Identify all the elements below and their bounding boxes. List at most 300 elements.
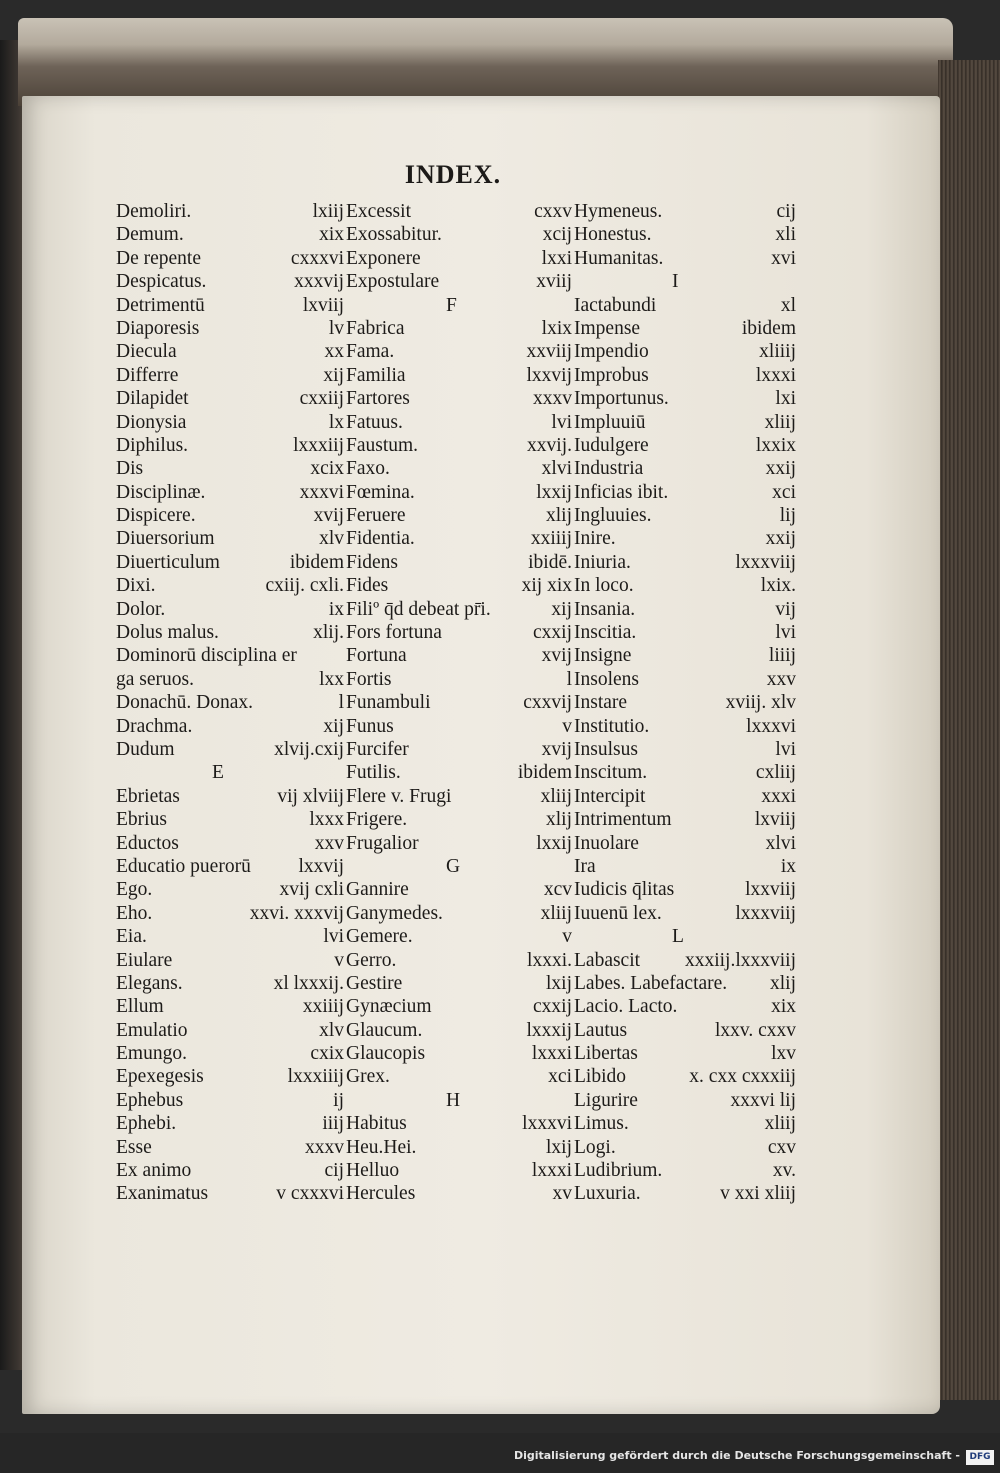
index-entry [346, 247, 572, 270]
index-page-ref: xij xix [521, 575, 572, 597]
index-term: Excessit [346, 201, 411, 222]
index-term: Iudulgere [574, 434, 649, 456]
index-term: Fatuus. [346, 411, 403, 433]
index-entry [346, 294, 572, 317]
index-page-ref: lxviij [754, 809, 796, 831]
index-entry [574, 855, 796, 878]
index-entry [116, 364, 344, 387]
index-entry [574, 411, 796, 434]
index-page-ref: lxxij [536, 832, 572, 854]
index-term: Inuolare [574, 832, 639, 854]
index-page-ref: xliiij [759, 341, 796, 363]
index-entry [346, 644, 572, 667]
index-entry [346, 621, 572, 644]
index-page-ref: xcv [543, 879, 572, 901]
index-page-ref: xxij [765, 528, 796, 550]
index-page-ref: lxxij [536, 481, 572, 503]
index-entry [116, 1042, 344, 1065]
index-entry [116, 691, 344, 714]
index-page-ref: v cxxxvi [276, 1183, 344, 1205]
index-entry [574, 527, 796, 550]
index-entry [116, 878, 344, 901]
index-entry [346, 738, 572, 761]
index-entry [574, 621, 796, 644]
index-term: Demum. [116, 224, 184, 246]
index-term: Dilapidet [116, 388, 189, 410]
index-page-ref: lvi [551, 411, 572, 433]
index-term: Gemere. [346, 926, 413, 948]
index-term: Diphilus. [116, 434, 189, 456]
index-entry [574, 1065, 796, 1088]
index-page-ref: lxxvij [298, 855, 344, 877]
index-term: Ligurire [574, 1089, 638, 1111]
index-term: Exponere [346, 247, 421, 269]
index-term: Ephebi. [116, 1113, 177, 1135]
index-page-ref: xv [552, 1183, 572, 1205]
index-entry [574, 785, 796, 808]
index-page-ref: lxxxviij [735, 551, 796, 573]
index-term: Differre [116, 364, 179, 386]
index-page-ref: ibidem [741, 317, 796, 339]
index-entry [116, 1182, 344, 1205]
index-page-ref: cij [324, 1160, 344, 1182]
index-entry [116, 668, 344, 691]
index-entry [574, 691, 796, 714]
index-term: Insigne [574, 645, 632, 667]
index-term: Libertas [574, 1043, 638, 1065]
index-page-ref: lxxi [541, 247, 572, 269]
page-header: INDEX. [404, 160, 502, 189]
index-term: Ebrius [116, 809, 167, 831]
index-page-ref: xviij. xlv [725, 692, 796, 714]
index-page-ref: ibidem [289, 551, 344, 573]
index-page-ref: lxij [545, 1136, 572, 1158]
index-page-ref: lxx [319, 668, 344, 690]
index-entry [116, 832, 344, 855]
index-term: Eia. [116, 926, 147, 948]
index-entry [574, 200, 796, 223]
index-entry [346, 808, 572, 831]
index-entry [346, 598, 572, 621]
index-term: Flere v. Frugi [346, 785, 452, 807]
index-entry [346, 551, 572, 574]
index-page-ref: liiij [768, 645, 796, 667]
index-page-ref: lxxxiij [293, 434, 344, 456]
index-page-ref: xxv [314, 832, 344, 854]
index-term: Esse [116, 1136, 152, 1158]
index-page-ref: xxv [766, 668, 796, 690]
index-term: Insolens [574, 668, 639, 690]
index-page-ref: xxviij [526, 341, 572, 363]
index-page-ref: xliij [540, 785, 572, 807]
index-page-ref: ibidē. [528, 551, 572, 573]
index-entry [574, 808, 796, 831]
index-page-ref: xviij [536, 271, 572, 293]
index-term: Fides [346, 575, 389, 597]
index-page-ref: xl lxxxij. [273, 972, 344, 994]
index-term: Filiº q̄d debeat pr̄i. [346, 598, 491, 620]
index-term: Inscitia. [574, 622, 637, 644]
index-term: Dixi. [116, 575, 156, 597]
index-term: Eho. [116, 902, 153, 924]
index-term: Eiulare [116, 949, 173, 971]
index-term: Diuerticulum [116, 551, 220, 573]
index-term: Dis [116, 458, 144, 480]
dfg-logo: DFG [966, 1450, 994, 1465]
index-term: Ludibrium. [574, 1160, 663, 1182]
index-entry [116, 1065, 344, 1088]
index-term: Iudicis q̄litas [574, 879, 675, 901]
index-term: Emulatio [116, 1019, 188, 1041]
index-term: Fortuna [346, 645, 407, 667]
index-entry [574, 574, 796, 597]
index-page-ref: xx [324, 341, 344, 363]
index-page-ref: v [562, 715, 572, 737]
index-entry [116, 340, 344, 363]
index-page-ref: ix [328, 598, 344, 620]
index-term: Intercipit [574, 785, 646, 807]
index-entry [574, 715, 796, 738]
index-entry [346, 527, 572, 550]
index-page-ref: xliij [764, 1113, 796, 1135]
index-entry [116, 200, 344, 223]
index-page-ref: ibidem [517, 762, 572, 784]
index-entry [116, 949, 344, 972]
index-term: Iactabundi [574, 294, 657, 316]
index-page-ref: lxxxi. [527, 949, 572, 971]
index-entry [116, 527, 344, 550]
index-term: Ganymedes. [346, 902, 443, 924]
index-page-ref: lxiij [312, 201, 344, 222]
index-term: Fartores [346, 388, 410, 410]
index-page-ref: xlvi [541, 458, 572, 480]
index-term: ga seruos. [116, 668, 194, 690]
index-entry [116, 411, 344, 434]
index-entry [574, 1136, 796, 1159]
index-term: Grex. [346, 1066, 390, 1088]
index-entry [346, 832, 572, 855]
index-term: Gerro. [346, 949, 397, 971]
index-term: Limus. [574, 1113, 629, 1135]
index-entry [346, 340, 572, 363]
index-entry [346, 1089, 572, 1112]
index-term: Expostulare [346, 271, 440, 293]
index-page-ref: lxxviij [745, 879, 796, 901]
index-entry [116, 808, 344, 831]
index-term: Ego. [116, 879, 153, 901]
index-term: Iuuenū lex. [574, 902, 662, 924]
index-entry [116, 855, 344, 878]
index-entry [116, 1112, 344, 1135]
index-term: Demoliri. [116, 201, 192, 222]
index-term: Instare [574, 692, 628, 714]
index-page-ref: ij [333, 1089, 344, 1111]
index-page-ref: vij xlviij [277, 785, 344, 807]
index-page-ref: lxxxiiij [287, 1066, 344, 1088]
index-page-ref: cxxij [533, 996, 572, 1018]
index-page-ref: xxxv [305, 1136, 344, 1158]
index-entry [574, 738, 796, 761]
index-page-ref: vij [775, 598, 796, 620]
index-entry [116, 972, 344, 995]
index-term: Luxuria. [574, 1183, 641, 1205]
index-entry [116, 247, 344, 270]
index-entry [116, 270, 344, 293]
index-entry [574, 364, 796, 387]
footer-credit: Digitalisierung gefördert durch die Deutsche Forschungsgemeinschaft - [513, 1449, 960, 1462]
index-page-ref: xij [551, 598, 572, 620]
index-page-ref: xvi [771, 247, 796, 269]
index-term: Educatio puerorū [116, 855, 251, 877]
index-entry [574, 878, 796, 901]
index-entry [346, 949, 572, 972]
index-term: Impendio [574, 341, 649, 363]
index-entry [574, 1159, 796, 1182]
index-entry [346, 504, 572, 527]
index-page-ref: lxxvij [526, 364, 572, 386]
index-page-ref: lxxxij [526, 1019, 572, 1041]
index-term: Habitus [346, 1113, 407, 1135]
index-page-ref: lxv [771, 1043, 796, 1065]
index-term: Fama. [346, 341, 395, 363]
index-term: Honestus. [574, 224, 652, 246]
index-page-ref: xvij [541, 645, 572, 667]
index-entry [346, 1019, 572, 1042]
index-page-ref: xli [775, 224, 796, 246]
index-entry [116, 574, 344, 597]
index-term: Frigere. [346, 809, 408, 831]
index-term: Diuersorium [116, 528, 215, 550]
index-entry [574, 644, 796, 667]
index-entry [346, 1112, 572, 1135]
index-page-ref: lxxxvi [746, 715, 796, 737]
index-term: Fabrica [346, 317, 405, 339]
index-page-ref: lxi [775, 388, 796, 410]
index-term: Dolus malus. [116, 622, 219, 644]
index-term: Glaucum. [346, 1019, 423, 1041]
index-page-ref: cxxxvi [290, 247, 344, 269]
index-entry [574, 668, 796, 691]
index-entry [574, 1089, 796, 1112]
index-entry [116, 1089, 344, 1112]
index-term: Iniuria. [574, 551, 631, 573]
index-entry [116, 387, 344, 410]
index-term: Ira [574, 855, 596, 877]
index-page-ref: xxxvi [299, 481, 344, 503]
index-entry [574, 317, 796, 340]
index-entry [346, 574, 572, 597]
index-page-ref: lx [328, 411, 344, 433]
index-entry [116, 294, 344, 317]
index-page-ref: cxiij. cxli. [265, 575, 344, 597]
index-page-ref: cxxv [534, 201, 572, 222]
index-entry [346, 761, 572, 784]
index-term: Impluuiū [574, 411, 646, 433]
index-term: Funambuli [346, 692, 431, 714]
index-entry [574, 481, 796, 504]
index-term: Hymeneus. [574, 201, 663, 222]
index-page-ref: cxv [767, 1136, 796, 1158]
index-entry [346, 317, 572, 340]
book-top-edge [18, 18, 953, 106]
index-term: Exossabitur. [346, 224, 442, 246]
index-page-ref: xci [772, 481, 796, 503]
index-term: Epexegesis [116, 1066, 204, 1088]
index-page-ref: lxxxi [755, 364, 796, 386]
index-entry [574, 925, 796, 948]
index-entry [116, 644, 344, 667]
index-entry [574, 387, 796, 410]
index-column-2 [346, 200, 572, 1206]
index-term: Faxo. [346, 458, 390, 480]
index-entry [116, 223, 344, 246]
index-term: Inscitum. [574, 762, 648, 784]
index-entry [346, 434, 572, 457]
index-entry [346, 668, 572, 691]
index-term: Helluo [346, 1160, 400, 1182]
index-term: Lautus [574, 1019, 628, 1041]
index-page-ref: lxij [545, 972, 572, 994]
index-entry [346, 1042, 572, 1065]
index-page-ref: xci [548, 1066, 572, 1088]
index-entry [574, 457, 796, 480]
index-term: Feruere [346, 505, 406, 527]
index-term: Dominorū disciplina er [116, 645, 297, 667]
index-entry [346, 411, 572, 434]
index-term: Donachū. Donax. [116, 692, 254, 714]
index-term: Dionysia [116, 411, 187, 433]
index-term: Exanimatus [116, 1183, 209, 1205]
index-page-ref: v [334, 949, 344, 971]
index-entry [346, 1065, 572, 1088]
index-page-ref: lxxxi [531, 1160, 572, 1182]
index-entry [116, 1136, 344, 1159]
index-entry [116, 551, 344, 574]
index-page-ref: lxxv. cxxv [714, 1019, 796, 1041]
index-entry [574, 761, 796, 784]
index-term: Insania. [574, 598, 636, 620]
index-page-ref: xxxi [761, 785, 796, 807]
index-term: Emungo. [116, 1043, 187, 1065]
index-page-ref: lvi [323, 926, 344, 948]
index-entry [116, 457, 344, 480]
index-entry [574, 598, 796, 621]
index-page-ref: xliij [540, 902, 572, 924]
index-page-ref: xlv [319, 1019, 344, 1041]
index-entry [346, 1182, 572, 1205]
index-page-ref: xliij [764, 411, 796, 433]
index-entry [574, 247, 796, 270]
index-page-ref: l [338, 692, 344, 714]
index-page-ref: cxxiij [299, 388, 344, 410]
index-entry [574, 972, 796, 995]
index-term: Diecula [116, 341, 177, 363]
index-entry [574, 270, 796, 293]
index-page-ref: lxxxvi [522, 1113, 572, 1135]
index-page-ref: cij [776, 201, 796, 222]
index-page-ref: xlij [545, 505, 572, 527]
index-entry [116, 761, 344, 784]
index-term: Drachma. [116, 715, 193, 737]
index-entry [116, 1019, 344, 1042]
index-term: Impense [574, 317, 641, 339]
index-term: Detrimentū [116, 294, 205, 316]
index-term: Ingluuies. [574, 505, 652, 527]
index-term: Ebrietas [116, 785, 180, 807]
footer-bar [0, 1433, 1000, 1473]
index-entry [346, 364, 572, 387]
index-entry [346, 200, 572, 223]
index-term: Disciplinæ. [116, 481, 206, 503]
index-entry [574, 223, 796, 246]
index-page-ref: xlvij.cxij [274, 738, 344, 760]
index-entry [574, 1112, 796, 1135]
index-page-ref: xlij [545, 809, 572, 831]
index-entry [574, 434, 796, 457]
index-term: Institutio. [574, 715, 650, 737]
index-term: Funus [346, 715, 394, 737]
index-entry [346, 715, 572, 738]
index-term: Libido [574, 1066, 626, 1088]
index-page-ref: xxvi. xxxvij [249, 902, 344, 924]
index-page-ref: xij [323, 715, 344, 737]
index-page-ref: lv [328, 317, 344, 339]
index-entry [346, 1136, 572, 1159]
index-page-ref: x. cxx cxxxiij [689, 1066, 796, 1088]
index-entry [346, 902, 572, 925]
index-page-ref: lij [779, 505, 796, 527]
index-page-ref: cxliij [755, 762, 796, 784]
index-column-3 [574, 200, 796, 1206]
index-term: Gestire [346, 972, 403, 994]
index-page-ref: xxvij. [527, 434, 572, 456]
index-entry [346, 878, 572, 901]
index-term: Futilis. [346, 762, 401, 784]
section-letter: H [446, 1089, 461, 1111]
index-page-ref: xcix [310, 458, 344, 480]
index-term: Dolor. [116, 598, 166, 620]
index-entry [346, 270, 572, 293]
index-term: Labes. Labefactare. [574, 972, 728, 994]
index-entry [574, 294, 796, 317]
index-page-ref: xxxvi lij [730, 1089, 796, 1111]
index-page-ref: ix [780, 855, 796, 877]
index-entry [116, 504, 344, 527]
index-entry [116, 434, 344, 457]
index-page-ref: xxxv [533, 388, 572, 410]
index-page-ref: xix [771, 996, 796, 1018]
index-entry [346, 387, 572, 410]
index-term: Inficias ibit. [574, 481, 669, 503]
index-page-ref: xxiiij [302, 996, 344, 1018]
index-entry [346, 972, 572, 995]
index-term: Industria [574, 458, 644, 480]
index-page-ref: v xxi xliij [720, 1183, 796, 1205]
index-entry [116, 317, 344, 340]
section-letter: L [672, 926, 684, 948]
index-term: Labascit [574, 949, 641, 971]
index-page-ref: lxxxviij [735, 902, 796, 924]
index-page-ref: xlij. [313, 622, 344, 644]
index-term: Insulsus [574, 738, 638, 760]
index-page-ref: xvij [313, 505, 344, 527]
index-term: Importunus. [574, 388, 669, 410]
index-page-ref: lvi [775, 622, 796, 644]
index-entry [574, 902, 796, 925]
index-entry [116, 621, 344, 644]
index-page-ref: xlvi [765, 832, 796, 854]
index-term: Fidentia. [346, 528, 415, 550]
